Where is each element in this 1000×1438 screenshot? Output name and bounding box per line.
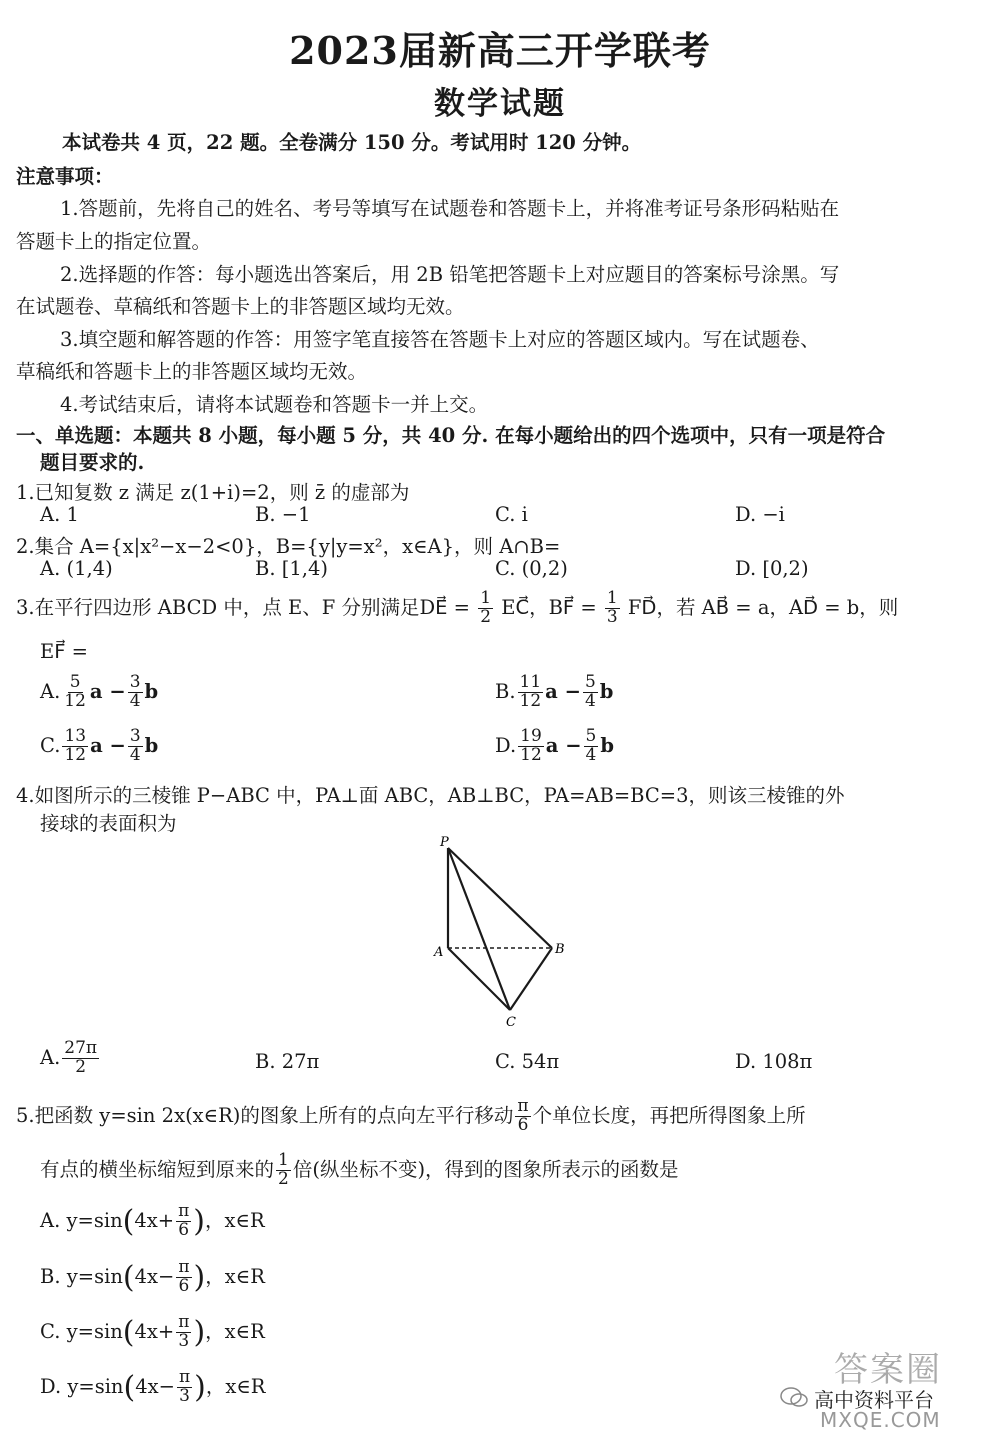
q5-b-frac: [176, 1259, 191, 1296]
q5-c-frac: [176, 1314, 191, 1351]
q5-b-post: ，x∈R: [205, 1264, 265, 1288]
q5-c-pre: C. y=sin: [40, 1319, 123, 1343]
question-4-stem: 4.如图所示的三棱锥 P−ABC 中，PA⊥面 ABC，AB⊥BC，PA=AB=BC=3，则该三棱锥的外: [16, 784, 845, 807]
q5-a-num: π: [178, 1201, 190, 1221]
q5-a-post: ，x∈R: [205, 1208, 265, 1232]
q4-option-a: [40, 1040, 101, 1077]
wechat-icon: [780, 1386, 808, 1408]
q3-d-mid: a −: [545, 733, 582, 757]
note-3b: 草稿纸和答题卡上的非答题区域均无效。: [16, 360, 368, 383]
q3-b-d2: 4: [584, 690, 596, 711]
question-1-stem: 1.已知复数 z 满足 z(1+i)=2，则 z̄ 的虚部为: [16, 481, 410, 504]
q5-b-in: 4x−: [134, 1264, 175, 1288]
note-3a: 3.填空题和解答题的作答：用签字笔直接答在答题卡上对应的答题区域内。写在试题卷、: [60, 328, 820, 351]
q5-c-post: ，x∈R: [205, 1319, 265, 1343]
q5-c-den: 3: [178, 1330, 190, 1351]
q1-option-d: D. −i: [735, 503, 785, 526]
q5-option-b: B. y=sin(4x− $\frac{\pi}{6}$ )，x∈R: [40, 1257, 265, 1296]
q5-l1-part-b: 个单位长度，再把所得图象上所: [532, 1103, 806, 1127]
q5-l1f-den: 6: [517, 1114, 529, 1135]
q5-d-post: ，x∈R: [205, 1374, 266, 1398]
q5-b-den: 6: [178, 1275, 190, 1296]
vertex-label-a: A: [434, 945, 444, 960]
exam-intro: 本试卷共 4 页，22 题。全卷满分 150 分。考试用时 120 分钟。: [62, 131, 642, 154]
q3-b-n1: 11: [519, 672, 542, 692]
q2-option-b: B. [1,4): [255, 557, 328, 580]
q3-c-frac-1: [62, 728, 88, 765]
q2-option-c: C. (0,2): [495, 557, 568, 580]
q5-l2f-den: 2: [278, 1168, 289, 1189]
section-heading-1: 一、单选题：本题共 8 小题，每小题 5 分，共 40 分. 在每小题给出的四个选项中，只有一项是符合: [16, 424, 886, 447]
q3-a-d2: 4: [129, 690, 141, 711]
q5-l2-part-a: 有点的横坐标缩短到原来的: [40, 1157, 275, 1181]
q4-a-den: 2: [75, 1056, 87, 1077]
q3-d-n1: 19: [520, 726, 542, 746]
note-1b: 答题卡上的指定位置。: [16, 230, 212, 253]
q3-stem-part-4: FD⃗，若 AB⃗ = a，AD⃗ = b，则: [621, 595, 899, 619]
q5-c-in: 4x+: [134, 1319, 175, 1343]
q3-a-n2: 3: [129, 672, 141, 692]
q5-stem-line-2: [40, 1152, 679, 1189]
q4-option-c: C. 54π: [495, 1050, 560, 1073]
q3-c-label: C.: [40, 733, 61, 757]
page-subtitle: 数学试题: [434, 86, 566, 122]
q5-l2f-num: 1: [278, 1150, 289, 1170]
question-2-stem: 2.集合 A={x|x²−x−2<0}，B={y|y=x²，x∈A}，则 A∩B=: [16, 535, 561, 558]
q3-a-label: A.: [40, 679, 61, 703]
q5-d-pre: D. y=sin: [40, 1374, 124, 1398]
q3-stem-part-1: 3.在平行四边形 ABCD 中，点 E、F 分别满足: [16, 595, 420, 619]
q3-stem-part-2: DE⃗ =: [419, 595, 477, 619]
note-1a: 1.答题前，先将自己的姓名、考号等填写在试题卷和答题卡上，并将准考证号条形码粘贴在: [60, 197, 840, 220]
q5-l1-frac: [515, 1098, 530, 1135]
q1-option-a: A. 1: [40, 503, 79, 526]
q4-a-label: A.: [40, 1045, 61, 1069]
edge-bc: [510, 948, 552, 1010]
q3-c-n1: 13: [64, 726, 87, 746]
q3-b-d1: 12: [519, 690, 542, 711]
edge-pc: [448, 848, 510, 1010]
q3-c-d1: 12: [64, 744, 87, 765]
q5-d-in: 4x−: [135, 1374, 175, 1398]
q3-d-frac-2: [584, 728, 599, 765]
vertex-label-p: P: [440, 835, 449, 850]
q5-a-den: 6: [178, 1219, 190, 1240]
q3-fraction-2: [605, 590, 620, 627]
q3-c-d2: 4: [129, 744, 141, 765]
note-2b: 在试题卷、草稿纸和答题卡上的非答题区域均无效。: [16, 295, 465, 318]
q3-option-a: [40, 674, 158, 711]
q3-f1-den: 2: [480, 606, 492, 627]
q3-b-frac-2: [583, 674, 598, 711]
note-4: 4.考试结束后，请将本试题卷和答题卡一并上交。: [60, 393, 489, 416]
q5-b-num: π: [178, 1257, 190, 1277]
vertex-label-c: C: [506, 1015, 516, 1030]
q5-c-num: π: [178, 1312, 190, 1332]
q3-d-label: D.: [495, 733, 517, 757]
q5-a-frac: [176, 1203, 191, 1240]
q3-d-end: b: [600, 733, 615, 757]
q3-a-n1: 5: [69, 672, 81, 692]
notes-heading: 注意事项：: [16, 165, 114, 188]
q3-a-frac-1: [62, 674, 88, 711]
q3-d-d2: 4: [585, 744, 597, 765]
q5-d-num: π: [178, 1367, 191, 1387]
watermark-brand-text: 高中资料平台: [814, 1388, 934, 1412]
q2-option-d: D. [0,2): [735, 557, 809, 580]
q5-d-frac: [177, 1369, 192, 1406]
watermark-top-text: 答案圈: [834, 1350, 942, 1390]
q4-a-frac: [62, 1040, 99, 1077]
edge-ac: [448, 948, 510, 1010]
q3-f2-den: 3: [606, 606, 618, 627]
q5-b-pre: B. y=sin: [40, 1264, 123, 1288]
q2-option-a: A. (1,4): [40, 557, 113, 580]
q3-d-n2: 5: [585, 726, 597, 746]
q3-b-frac-1: [518, 674, 544, 711]
q3-c-mid: a −: [90, 733, 126, 757]
note-2a: 2.选择题的作答：每小题选出答案后，用 2B 铅笔把答题卡上对应题目的答案标号涂黑。写: [60, 263, 840, 286]
q3-b-label: B.: [495, 679, 516, 703]
q3-a-end: b: [144, 679, 159, 703]
q3-b-n2: 5: [584, 672, 596, 692]
q3-c-n2: 3: [129, 726, 141, 746]
page-title: 2023届新高三开学联考: [289, 28, 711, 73]
q3-f1-num: 1: [480, 588, 492, 608]
q4-option-d: D. 108π: [735, 1050, 813, 1073]
q3-a-mid: a −: [89, 679, 126, 703]
q3-c-end: b: [144, 733, 159, 757]
q3-stem-part-3: EC⃗，BF⃗ =: [495, 595, 603, 619]
q3-b-end: b: [599, 679, 614, 703]
q5-a-in: 4x+: [134, 1208, 175, 1232]
q3-option-d: [495, 728, 614, 765]
watermark-bottom-text: MXQE.COM: [820, 1408, 941, 1432]
q3-fraction-1: [478, 590, 493, 627]
q3-c-frac-2: [128, 728, 143, 765]
pyramid-figure: [420, 832, 580, 1032]
q3-option-c: [40, 728, 158, 765]
q5-l1f-num: π: [517, 1096, 529, 1116]
q4-a-num: 27π: [64, 1038, 98, 1058]
q5-l1-part-a: 5.把函数 y=sin 2x(x∈R)的图象上所有的点向左平行移动: [16, 1103, 514, 1127]
q3-option-b: [495, 674, 613, 711]
q3-b-mid: a −: [545, 679, 581, 703]
q5-l2-frac: [276, 1152, 291, 1189]
q5-l2-part-b: 倍(纵坐标不变)，得到的图象所表示的函数是: [292, 1157, 679, 1181]
vertex-label-b: B: [555, 942, 565, 957]
q3-f2-num: 1: [606, 588, 618, 608]
section-heading-2: 题目要求的.: [40, 451, 145, 474]
q1-option-c: C. i: [495, 503, 528, 526]
q5-option-a: A. y=sin(4x+ $\frac{\pi}{6}$ )，x∈R: [40, 1201, 265, 1240]
watermark: [814, 1342, 994, 1432]
question-3-stem: [16, 590, 898, 627]
q4-option-b: B. 27π: [255, 1050, 320, 1073]
q4-stem-line-2: 接球的表面积为: [40, 812, 177, 835]
q3-a-d1: 12: [64, 690, 86, 711]
q3-d-frac-1: [518, 728, 544, 765]
q5-a-pre: A. y=sin: [40, 1208, 123, 1232]
q3-d-d1: 12: [520, 744, 542, 765]
q1-option-b: B. −1: [255, 503, 311, 526]
edge-pb: [448, 848, 552, 948]
q3-stem-line-2: EF⃗ =: [40, 640, 88, 663]
q3-a-frac-2: [128, 674, 143, 711]
q5-d-den: 3: [179, 1385, 190, 1406]
q5-option-c: C. y=sin(4x+ $\frac{\pi}{3}$ )，x∈R: [40, 1312, 265, 1351]
question-5-stem: [16, 1098, 806, 1135]
q5-option-d: D. y=sin(4x− $\frac{\pi}{3}$ )，x∈R: [40, 1367, 266, 1406]
